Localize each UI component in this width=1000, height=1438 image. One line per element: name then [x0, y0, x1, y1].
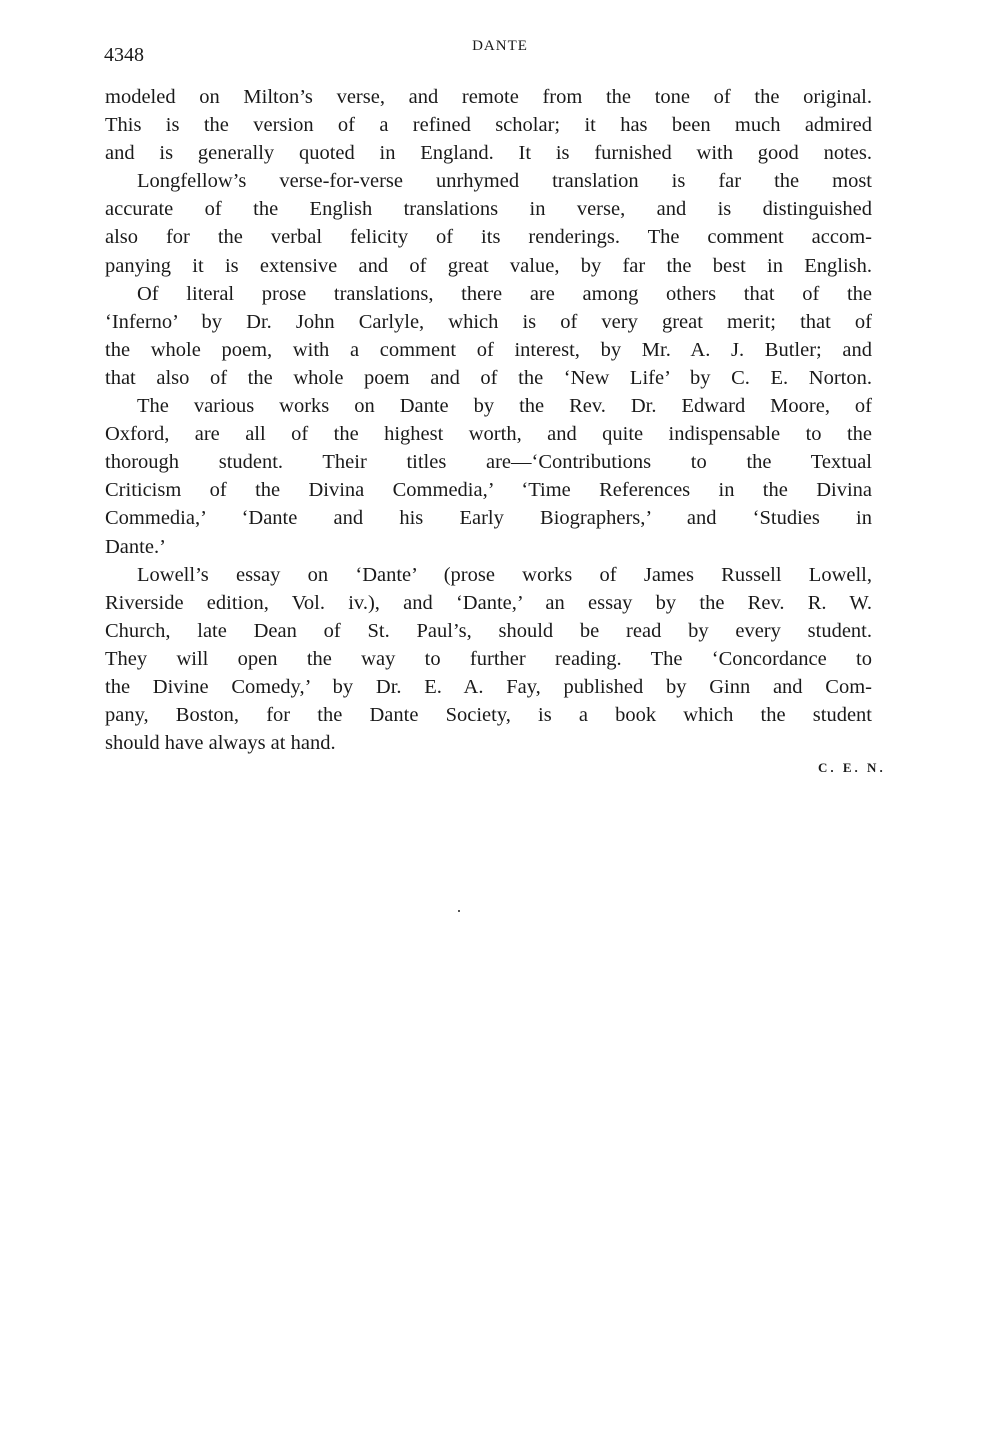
text-line: Longfellow’s verse-for-verse unrhymed translation is far the most — [137, 170, 872, 193]
text-line: pany, Boston, for the Dante Society, is a book which the student — [105, 704, 872, 727]
body-text — [105, 83, 872, 757]
text-line: Dante.’ — [105, 535, 166, 558]
text-line: the whole poem, with a comment of interest, by Mr. A. J. Butler; and — [105, 338, 872, 361]
page-number: 4348 — [104, 44, 144, 66]
text-line: They will open the way to further reading. The ‘Concordance to — [105, 647, 872, 670]
scan-speck — [458, 910, 460, 912]
text-line: Of literal prose translations, there are among others that of the — [137, 282, 872, 305]
text-line: Church, late Dean of St. Paul’s, should be read by every student. — [105, 619, 872, 642]
text-line: Riverside edition, Vol. iv.), and ‘Dante,’ an essay by the Rev. R. W. — [105, 591, 872, 614]
text-line: accurate of the English translations in verse, and is distinguished — [105, 198, 872, 221]
author-initials: C. E. N. — [818, 760, 886, 775]
text-line: the Divine Comedy,’ by Dr. E. A. Fay, published by Ginn and Com- — [105, 675, 872, 698]
text-line: Oxford, are all of the highest worth, and quite indispensable to the — [105, 423, 872, 446]
text-line: that also of the whole poem and of the ‘New Life’ by C. E. Norton. — [105, 366, 872, 389]
text-line: and is generally quoted in England. It is furnished with good notes. — [105, 142, 872, 165]
text-line: thorough student. Their titles are—‘Contributions to the Textual — [105, 451, 872, 474]
text-line: also for the verbal felicity of its renderings. The comment accom- — [105, 226, 872, 249]
text-line: Commedia,’ ‘Dante and his Early Biographers,’ and ‘Studies in — [105, 507, 872, 530]
running-head: DANTE — [472, 38, 528, 54]
text-line: Lowell’s essay on ‘Dante’ (prose works of James Russell Lowell, — [137, 563, 872, 586]
text-line: panying it is extensive and of great value, by far the best in English. — [105, 254, 872, 277]
text-line: Criticism of the Divina Commedia,’ ‘Time References in the Divina — [105, 479, 872, 502]
text-line: ‘Inferno’ by Dr. John Carlyle, which is of very great merit; that of — [105, 310, 872, 333]
text-line: should have always at hand. — [105, 732, 336, 755]
text-line: The various works on Dante by the Rev. Dr. Edward Moore, of — [137, 395, 872, 418]
text-line: modeled on Milton’s verse, and remote from the tone of the original. — [105, 86, 872, 108]
text-line: This is the version of a refined scholar; it has been much admired — [105, 114, 872, 137]
